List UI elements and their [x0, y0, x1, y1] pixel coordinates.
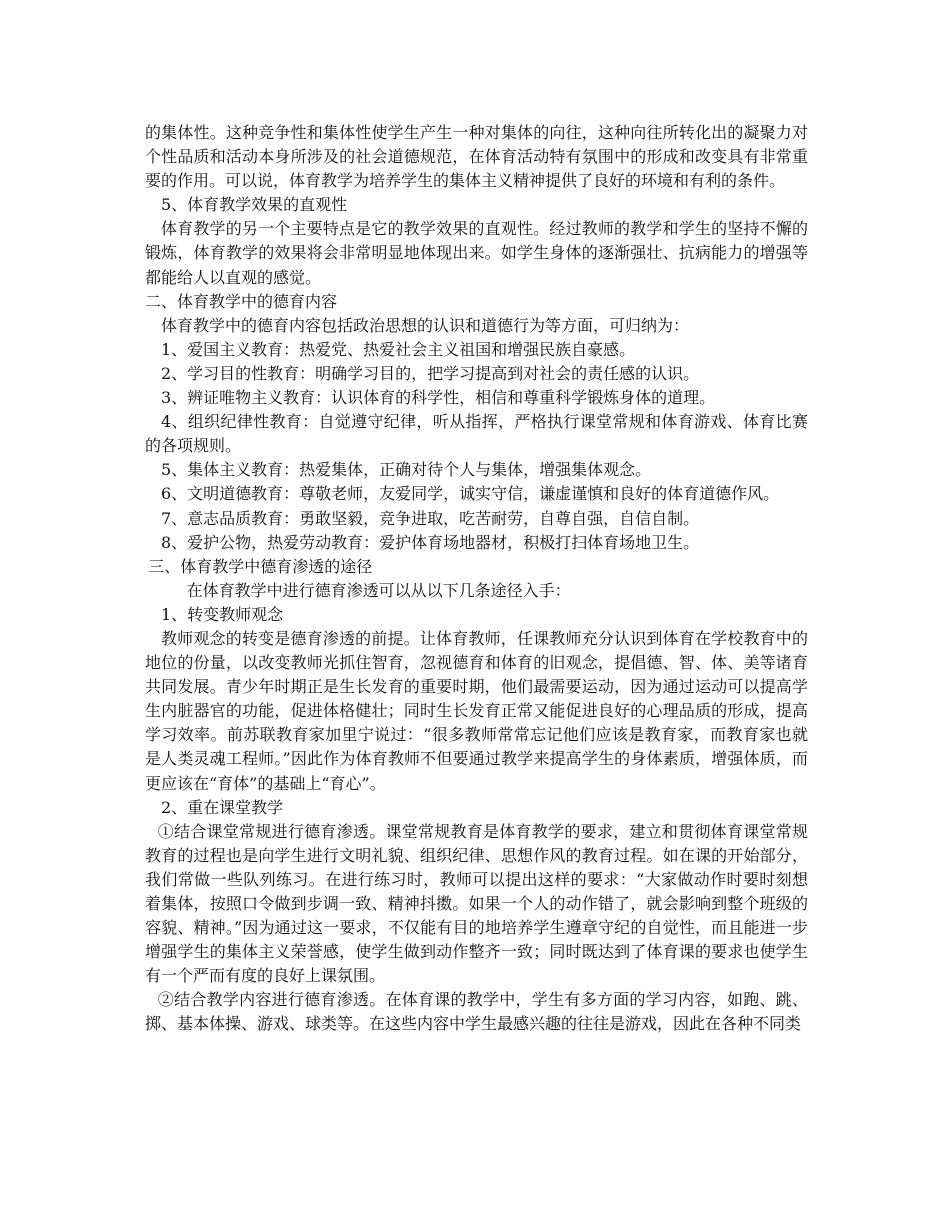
- paragraph-collectivity: 的集体性。这种竞争性和集体性使学生产生一种对集体的向往，这种向往所转化出的凝聚力对个性品质和活动本身所涉及的社会道德规范，在体育活动特有氛围中的形成和改变具有非常重要的作用。可以说，体育教学为培养学生的集体主义精神提供了良好的环境和有利的条件。: [145, 123, 808, 191]
- paragraph-moral-content-intro: 体育教学中的德育内容包括政治思想的认识和道德行为等方面，可归纳为：: [161, 315, 690, 335]
- list-item-civility: 6、文明道德教育：尊敬老师，友爱同学，诚实守信，谦虚谨慎和良好的体育道德作风。: [161, 484, 780, 504]
- heading-classroom-teaching: 2、重在课堂教学: [161, 797, 284, 817]
- paragraph-teaching-content: ②结合教学内容进行德育渗透。在体育课的教学中，学生有多方面的学习内容，如跑、跳、掷、基本体操、游戏、球类等。在这些内容中学生最感兴趣的往往是游戏，因此在各种不同类: [145, 990, 808, 1034]
- list-item-materialism: 3、辨证唯物主义教育：认识体育的科学性，相信和尊重科学锻炼身体的道理。: [161, 388, 716, 408]
- paragraph-classroom-routine: ①结合课堂常规进行德育渗透。课堂常规教育是体育教学的要求，建立和贯彻体育课堂常规教育的过程也是向学生进行文明礼貌、组织纪律、思想作风的教育过程。如在课的开始部分，我们常做一些队列练习。在进行练习时，教师可以提出这样的要求：“大家做动作时要时刻想着集体，按照口令做到步调一致、精神抖擞。如果一个人的动作错了，就会影响到整个班级的容貌、精神。”因为通过这一要求，不仅能有目的地培养学生遵章守纪的自觉性，而且能进一步增强学生的集体主义荣誉感，使学生做到动作整齐一致；同时既达到了体育课的要求也使学生有一个严而有度的良好上课氛围。: [145, 821, 808, 986]
- paragraph-teacher-mindset: 教师观念的转变是德育渗透的前提。让体育教师，任课教师充分认识到体育在学校教育中的地位的份量，以改变教师光抓住智育，忽视德育和体育的旧观念，提倡德、智、体、美等诸育共同发展。青少年时期正是生长发育的重要时期，他们最需要运动，因为通过运动可以提高学生内脏器官的功能，促进体格健壮；同时生长发育正常又能促进良好的心理品质的形成，提高学习效率。前苏联教育家加里宁说过：“很多教师常常忘记他们应该是教育家，而教育家也就是人类灵魂工程师。”因此作为体育教师不但要通过教学来提高学生的身体素质，增强体质，而更应该在“育体”的基础上“育心”。: [145, 628, 808, 793]
- section-heading-2: 二、体育教学中的德育内容: [145, 291, 338, 311]
- paragraph-approaches-intro: 在体育教学中进行德育渗透可以从以下几条途径入手：: [186, 580, 571, 600]
- list-item-collectivism: 5、集体主义教育：热爱集体，正确对待个人与集体，增强集体观念。: [161, 460, 652, 480]
- heading-teacher-mindset: 1、转变教师观念: [161, 604, 284, 624]
- list-item-patriotism: 1、爱国主义教育：热爱党、热爱社会主义祖国和增强民族自豪感。: [161, 339, 636, 359]
- paragraph-intuitiveness: 体育教学的另一个主要特点是它的教学效果的直观性。经过教师的教学和学生的坚持不懈的锻炼，体育教学的效果将会非常明显地体现出来。如学生身体的逐渐强壮、抗病能力的增强等都能给人以直观的感觉。: [145, 219, 808, 287]
- document-page: [145, 121, 808, 1037]
- section-heading-3: 三、体育教学中德育渗透的途径: [148, 556, 373, 576]
- list-item-public-property: 8、爱护公物，热爱劳动教育：爱护体育场地器材，积极打扫体育场地卫生。: [161, 532, 700, 552]
- list-item-willpower: 7、意志品质教育：勇敢坚毅，竞争进取，吃苦耐劳，自尊自强，自信自制。: [161, 508, 700, 528]
- list-item-learning-purpose: 2、学习目的性教育：明确学习目的，把学习提高到对社会的责任感的认识。: [161, 363, 700, 383]
- heading-intuitiveness: 5、体育教学效果的直观性: [161, 195, 348, 215]
- list-item-discipline: 4、组织纪律性教育：自觉遵守纪律，听从指挥，严格执行课堂常规和体育游戏、体育比赛的各项规则。: [145, 412, 808, 456]
